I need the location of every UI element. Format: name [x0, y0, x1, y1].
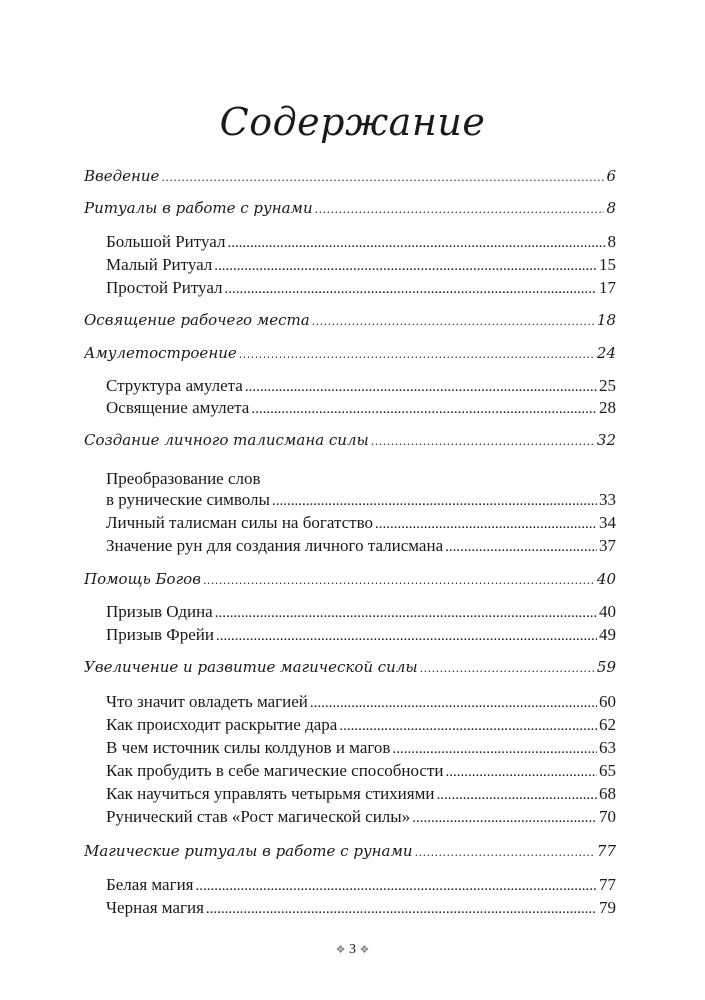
dot-leader: [225, 278, 597, 298]
dot-leader: [214, 255, 597, 275]
toc-page-number: 33: [599, 490, 616, 509]
toc-section: [84, 344, 616, 368]
toc-entry-label: Что значит овладеть магией: [106, 692, 308, 711]
dot-leader: [446, 761, 597, 781]
dot-leader: [310, 692, 597, 712]
toc-section: [84, 311, 616, 335]
toc-entry: [106, 536, 616, 560]
toc-page-number: 59: [596, 658, 616, 676]
toc-section: [84, 431, 616, 455]
dot-leader: [215, 602, 597, 622]
toc-page-number: 49: [599, 625, 616, 644]
toc-page-number: 40: [596, 570, 616, 588]
toc-entry-label: Как происходит раскрытие дара: [106, 715, 338, 734]
toc-page-number: 60: [599, 692, 616, 711]
toc-entry-label: Черная магия: [106, 898, 204, 917]
toc-entry: [106, 255, 616, 279]
toc-section: [84, 199, 616, 223]
toc-page-number: 79: [599, 898, 616, 917]
toc-page-number: 25: [599, 376, 616, 395]
toc-entry-label: Амулетостроение: [84, 344, 237, 362]
toc-entry: [106, 761, 616, 785]
dot-leader: [375, 513, 597, 533]
toc-entry-label: Белая магия: [106, 875, 194, 894]
toc-entry-label: Значение рун для создания личного талисмана: [106, 536, 444, 555]
toc-entry-label: Освящение амулета: [106, 398, 250, 417]
toc-page-number: 77: [599, 875, 616, 894]
toc-page-number: 6: [606, 167, 616, 185]
ornament-left-icon: ❖: [335, 944, 346, 956]
page-footer: [0, 942, 705, 958]
toc-entry: [106, 376, 616, 400]
toc-page-number: 70: [599, 807, 616, 826]
toc-page-number: 77: [596, 842, 616, 860]
dot-leader: [315, 199, 605, 217]
dot-leader: [251, 398, 597, 418]
dot-leader: [195, 875, 597, 895]
toc-entry-label: Как научиться управлять четырьмя стихиями: [106, 784, 435, 803]
dot-leader: [203, 570, 595, 588]
dot-leader: [436, 784, 597, 804]
toc-entry-label: Введение: [84, 167, 160, 185]
toc-entry: [106, 278, 616, 302]
dot-leader: [216, 625, 597, 645]
toc-page-number: 34: [599, 513, 616, 532]
toc-entry-label: Призыв Одина: [106, 602, 213, 621]
toc-page-number: 65: [599, 761, 616, 780]
toc-entry-label: Простой Ритуал: [106, 278, 223, 297]
toc-entry: [106, 513, 616, 537]
toc-entry-label: В чем источник силы колдунов и магов: [106, 738, 391, 757]
dot-leader: [245, 376, 597, 396]
dot-leader: [161, 167, 604, 185]
toc-section: [84, 167, 616, 191]
toc-section: [84, 570, 616, 594]
toc-entry-label: Создание личного талисмана силы: [84, 431, 369, 449]
toc-entry: [106, 602, 616, 626]
toc-entry: [106, 692, 616, 716]
toc-page-number: 28: [599, 398, 616, 417]
toc-entry-label: Магические ритуалы в работе с рунами: [84, 842, 413, 860]
dot-leader: [339, 715, 597, 735]
toc-entry-label: Призыв Фрейи: [106, 625, 214, 644]
dot-leader: [412, 807, 597, 827]
toc-section: [84, 842, 616, 866]
toc-page-number: 63: [599, 738, 616, 757]
toc-page-number: 24: [596, 344, 616, 362]
toc-section: [84, 658, 616, 682]
dot-leader: [272, 490, 597, 510]
toc-entry-label: Как пробудить в себе магические способности: [106, 761, 444, 780]
toc-page-number: 37: [599, 536, 616, 555]
toc-entry: [106, 807, 616, 831]
dot-leader: [206, 898, 597, 918]
dot-leader: [392, 738, 597, 758]
page-number: 3: [349, 942, 356, 957]
toc-entry-label: Увеличение и развитие магической силы: [84, 658, 418, 676]
toc-entry-label: Большой Ритуал: [106, 232, 226, 251]
toc-entry: [106, 738, 616, 762]
dot-leader: [227, 232, 605, 252]
toc-entry: [106, 232, 616, 256]
toc-page-number: 62: [599, 715, 616, 734]
toc-entry-label: Структура амулета: [106, 376, 243, 395]
toc-entry: [106, 898, 616, 922]
toc-page-number: 8: [607, 232, 616, 251]
toc-entry: [106, 715, 616, 739]
toc-page-number: 18: [596, 311, 616, 329]
toc-entry: [106, 625, 616, 649]
toc-page-number: 68: [599, 784, 616, 803]
toc-page-number: 32: [596, 431, 616, 449]
toc-entry-label-line1: Преобразование слов: [106, 469, 261, 488]
dot-leader: [420, 658, 595, 676]
toc-entry: [106, 398, 616, 422]
dot-leader: [371, 431, 595, 449]
page-title: Содержание: [219, 100, 486, 144]
dot-leader: [415, 842, 595, 860]
toc-page-number: 15: [599, 255, 616, 274]
toc-entry: [106, 490, 616, 514]
toc-page-number: 17: [599, 278, 616, 297]
toc-entry-label: Рунический став «Рост магической силы»: [106, 807, 411, 826]
toc-entry-label: Освящение рабочего места: [84, 311, 310, 329]
toc-entry-label: в рунические символы: [106, 490, 270, 509]
toc-page-number: 8: [606, 199, 616, 217]
toc-entry-label: Малый Ритуал: [106, 255, 213, 274]
ornament-right-icon: ❖: [359, 944, 370, 956]
toc-page-number: 40: [599, 602, 616, 621]
toc-entry: [106, 875, 616, 899]
toc-entry-label: Помощь Богов: [84, 570, 201, 588]
toc-entry-label: Ритуалы в работе с рунами: [84, 199, 313, 217]
dot-leader: [312, 311, 595, 329]
toc-entry: [106, 784, 616, 808]
dot-leader: [445, 536, 597, 556]
toc-entry-label: Личный талисман силы на богатство: [106, 513, 373, 532]
dot-leader: [239, 344, 595, 362]
